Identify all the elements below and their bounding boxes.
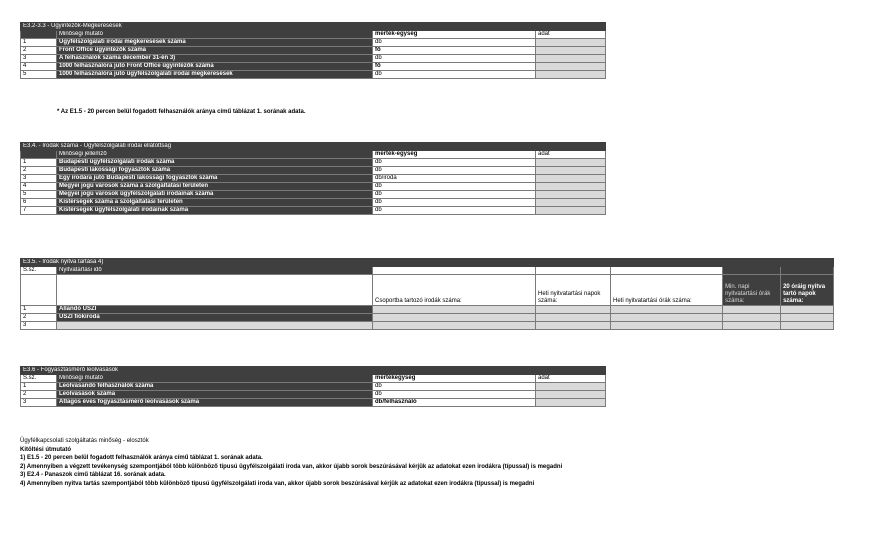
data-input-cell[interactable]	[536, 55, 606, 63]
table-row	[21, 39, 606, 47]
row-label: Ügyfélszolgálati irodai megkeresések száma	[57, 39, 373, 47]
table-row	[21, 199, 606, 207]
row-label: Budapesti ügyfélszolgálati irodák száma	[57, 159, 373, 167]
table-row	[21, 159, 606, 167]
data-input-cell[interactable]	[536, 47, 606, 55]
table-leolvasasok	[20, 366, 606, 407]
data-input-cell[interactable]	[536, 175, 606, 183]
row-number: 3	[21, 399, 57, 407]
col-header-indicator: Minőségi mutató	[57, 31, 373, 39]
row-label: 1000 felhasználóra jutó Front Office ügyintézők száma	[57, 63, 373, 71]
table-row	[21, 55, 606, 63]
col-header-open-until-20: 20 óráig nyitva tartó napok száma:	[781, 275, 834, 306]
table-ugyintezok	[20, 22, 606, 79]
table-title-row	[21, 367, 606, 375]
row-unit: fő	[373, 63, 536, 71]
data-input-cell[interactable]	[536, 391, 606, 399]
footer-note-1: 1) E1.5 - 20 percen belül fogadott felhasználók aránya című táblázat 1. sorának adata.	[20, 455, 263, 462]
row-unit: db/iroda	[373, 175, 536, 183]
row-label: Megyei jogú városok ügyfélszolgálati irodáinak száma	[57, 191, 373, 199]
row-unit: db	[373, 55, 536, 63]
footer-note-4: 4) Amennyiben nyitva tartás szempontjából több különböző típusú ügyfélszolgálati iroda van, akkor újabb sorok beszúrásával kérjük az adatokat ezen irodákra (típussal) is megadni	[20, 480, 535, 487]
col-header-min-daily-hours: Min. napi nyitvatartási órák száma:	[723, 275, 781, 306]
table-header-row	[21, 267, 834, 275]
col-header-weekly-hours: Heti nyitvatartási órák száma:	[611, 275, 723, 306]
col-header-weekly-days: Heti nyitvatartási napok száma:	[536, 275, 611, 306]
data-input-cell[interactable]	[723, 306, 781, 314]
data-input-cell[interactable]	[536, 383, 606, 391]
col-header-data: adat	[536, 151, 606, 159]
row-number: 1	[21, 159, 57, 167]
data-input-cell[interactable]	[536, 63, 606, 71]
data-input-cell[interactable]	[536, 207, 606, 215]
table-row	[21, 383, 606, 391]
row-unit: db	[373, 71, 536, 79]
col-header-indicator: Minőségi mutató	[57, 375, 373, 383]
row-label: Átlagos éves fogyasztásmérő leolvasások száma	[57, 399, 373, 407]
table-row	[21, 175, 606, 183]
row-unit: db/felhasználó	[373, 399, 536, 407]
table-header-row	[21, 31, 606, 39]
table-title: E3.4. - Irodák száma - Ügyfélszolgálati irodai ellátottság	[21, 143, 606, 151]
row-unit: db	[373, 39, 536, 47]
table-row	[21, 167, 606, 175]
table-row	[21, 183, 606, 191]
row-unit: db	[373, 167, 536, 175]
row-number: 2	[21, 391, 57, 399]
footer-title: Ügyfélkapcsolati szolgáltatás minőség - elosztók	[20, 438, 149, 444]
col-header-data: adat	[536, 31, 606, 39]
table-header-row	[21, 375, 606, 383]
col-header-unit: mérték-egység	[373, 31, 536, 39]
row-number: 2	[21, 314, 57, 322]
row-label: 1000 felhasználóra jutó ügyfélszolgálati irodai megkeresések	[57, 71, 373, 79]
row-unit: db	[373, 183, 536, 191]
row-unit: db	[373, 383, 536, 391]
row-number: 1	[21, 383, 57, 391]
table-row	[21, 306, 834, 314]
row-number: 2	[21, 167, 57, 175]
data-input-cell[interactable]	[536, 39, 606, 47]
row-label: Állandó ÜSZI	[57, 306, 373, 314]
row-label[interactable]	[57, 322, 373, 330]
table-row	[21, 322, 834, 330]
row-unit: db	[373, 207, 536, 215]
row-number: 4	[21, 183, 57, 191]
col-header-indicator: Minőségi jellemző	[57, 151, 373, 159]
data-input-cell[interactable]	[373, 314, 536, 322]
data-input-cell[interactable]	[536, 167, 606, 175]
footer-note-2: 2) Amennyiben a végzett tevékenység szempontjából több különböző típusú ügyfélszolgálati iroda van, akkor újabb sorok beszúrásával kérjük az adatokat ezen irodákra (típussal) is megadni	[20, 463, 563, 470]
footer-subtitle: Kitöltési útmutató	[20, 446, 71, 453]
col-header-ssz: S.sz.	[21, 267, 57, 275]
table-title: E3.5. - Irodák nyitva tartása 4)	[21, 259, 723, 267]
data-input-cell[interactable]	[536, 399, 606, 407]
table-irodak-szama	[20, 142, 606, 215]
row-unit: db	[373, 199, 536, 207]
table-title-row	[21, 259, 834, 267]
row-number: 1	[21, 306, 57, 314]
row-number: 3	[21, 322, 57, 330]
data-input-cell[interactable]	[536, 306, 611, 314]
row-number: 1	[21, 39, 57, 47]
table-nyitva-tartas	[20, 258, 834, 330]
data-input-cell[interactable]	[536, 199, 606, 207]
row-label: Front Office ügyintézők száma	[57, 47, 373, 55]
row-number: 2	[21, 47, 57, 55]
table-title: E3.2-3.3 - Ügyintézők-Megkeresések	[21, 23, 606, 31]
row-label: Leolvasandó felhasználók száma	[57, 383, 373, 391]
table-title: E3.6 - Fogyasztásmérő leolvasások	[21, 367, 606, 375]
data-input-cell[interactable]	[536, 322, 611, 330]
col-header-unit: mérték-egység	[373, 151, 536, 159]
table-header-row	[21, 275, 834, 306]
row-number: 5	[21, 71, 57, 79]
row-label: Kistérségek ügyfélszolgálati irodáinak száma	[57, 207, 373, 215]
table-header-row	[21, 151, 606, 159]
table-row	[21, 47, 606, 55]
row-label: Leolvasások száma	[57, 391, 373, 399]
row-number: 3	[21, 175, 57, 183]
table-row	[21, 207, 606, 215]
row-label: Megyei jogú városok száma a szolgáltatási területen	[57, 183, 373, 191]
data-input-cell[interactable]	[536, 159, 606, 167]
data-input-cell[interactable]	[373, 306, 536, 314]
row-number: 5	[21, 191, 57, 199]
table-title-row	[21, 143, 606, 151]
table-row	[21, 399, 606, 407]
data-input-cell[interactable]	[536, 183, 606, 191]
col-header-unit: mértékegység	[373, 375, 536, 383]
col-header-offices: Csoportba tartozó irodák száma:	[373, 275, 536, 306]
data-input-cell[interactable]	[536, 71, 606, 79]
data-input-cell[interactable]	[723, 322, 781, 330]
col-header-data: adat	[536, 375, 606, 383]
data-input-cell[interactable]	[723, 314, 781, 322]
table-row	[21, 391, 606, 399]
data-input-cell[interactable]	[536, 314, 611, 322]
data-input-cell[interactable]	[611, 306, 723, 314]
table-note: * Az E1.5 - 20 percen belül fogadott felhasználók aránya című táblázat 1. sorának adata.	[57, 109, 306, 115]
footer-instructions	[20, 437, 562, 489]
row-label: ÜSZI fiókiroda	[57, 314, 373, 322]
table-title-row	[21, 23, 606, 31]
data-input-cell[interactable]	[611, 322, 723, 330]
col-header-opening: Nyitvatartási idő	[57, 267, 373, 275]
row-number: 7	[21, 207, 57, 215]
table-row	[21, 71, 606, 79]
table-row	[21, 191, 606, 199]
row-label: Kistérségek száma a szolgáltatási területen	[57, 199, 373, 207]
row-unit: db	[373, 191, 536, 199]
row-unit: fő	[373, 47, 536, 55]
data-input-cell[interactable]	[536, 191, 606, 199]
col-header-ssz: S.sz.	[21, 375, 57, 383]
row-unit: db	[373, 159, 536, 167]
footer-note-3: 3) E2.4 - Panaszok című táblázat 16. sorának adata.	[20, 472, 166, 479]
row-label: Budapesti lakossági fogyasztók száma	[57, 167, 373, 175]
table-row	[21, 314, 834, 322]
row-number: 4	[21, 63, 57, 71]
row-number: 3	[21, 55, 57, 63]
row-label: A felhasználók száma december 31-én 3)	[57, 55, 373, 63]
row-label: Egy irodára jutó Budapesti lakossági fogyasztók száma	[57, 175, 373, 183]
data-input-cell[interactable]	[781, 314, 834, 322]
row-unit: db	[373, 391, 536, 399]
data-input-cell[interactable]	[611, 314, 723, 322]
data-input-cell[interactable]	[781, 306, 834, 314]
table-row	[21, 63, 606, 71]
row-number: 6	[21, 199, 57, 207]
data-input-cell[interactable]	[781, 322, 834, 330]
data-input-cell[interactable]	[373, 322, 536, 330]
